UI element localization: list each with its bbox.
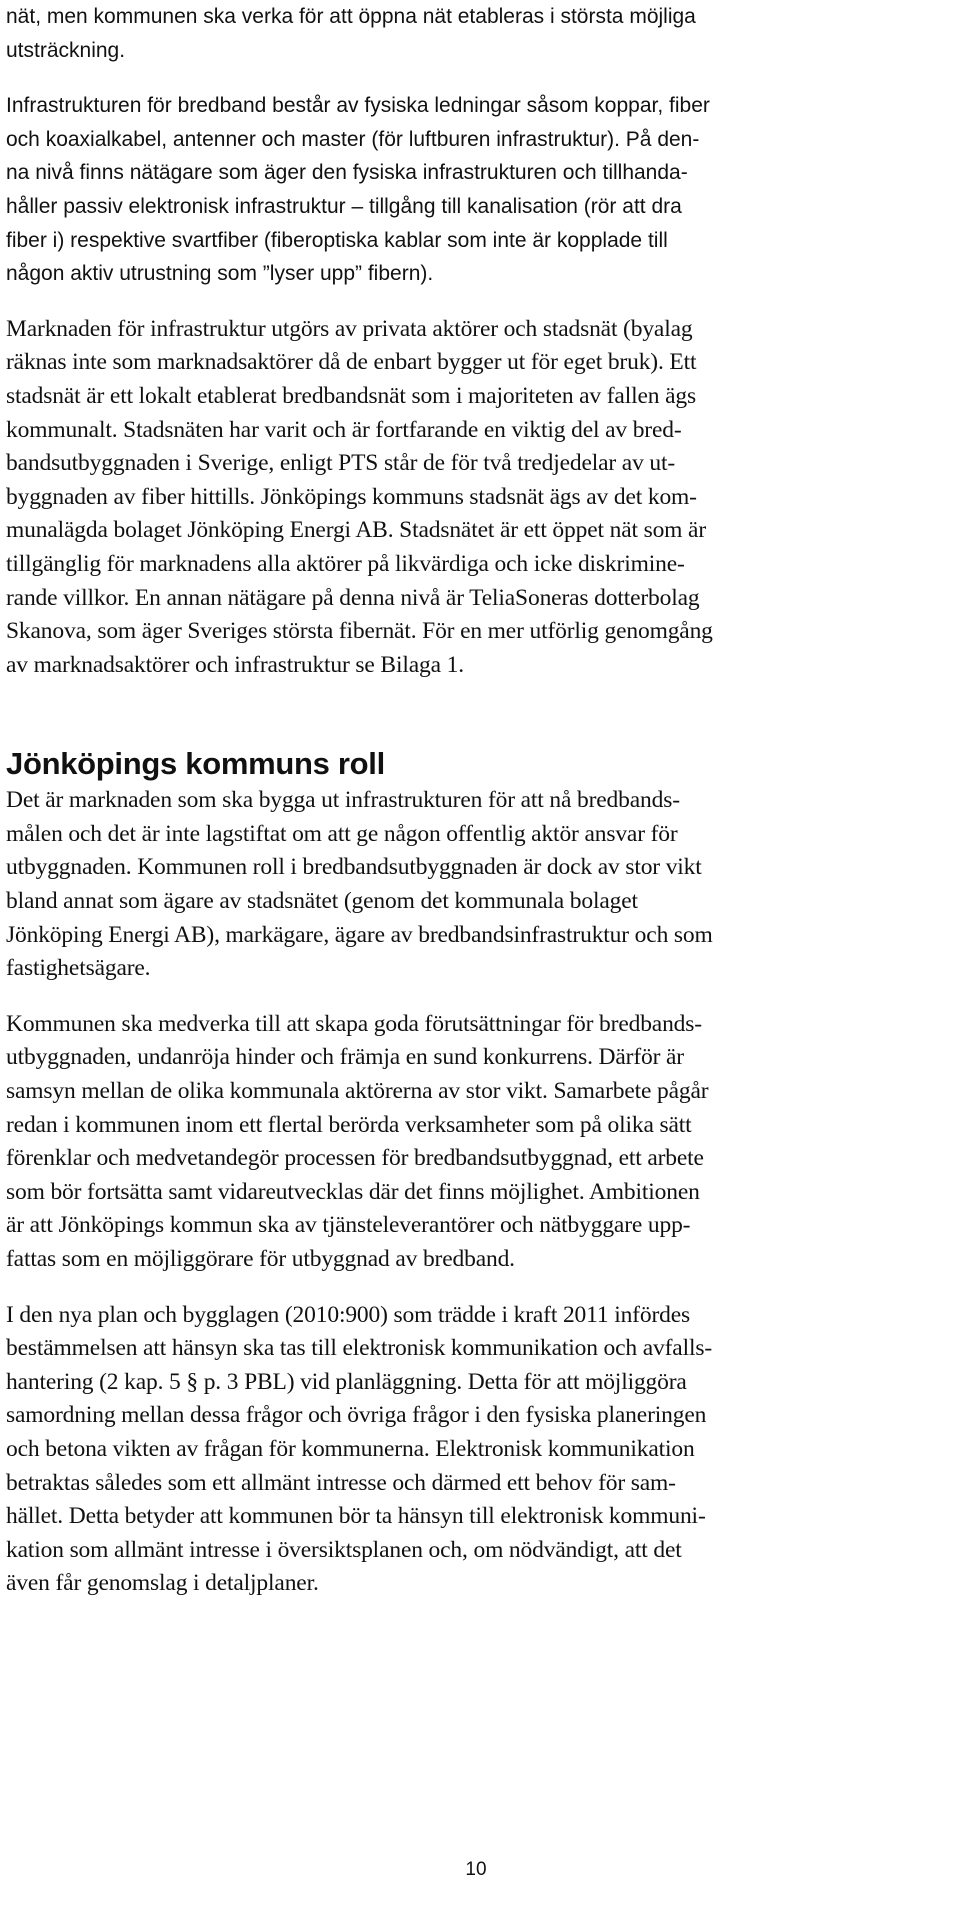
paragraph-infrastructure: Infrastrukturen för bredband består av fysiska ledningar såsom koppar, fiber och koaxialkabel, antenner och master (för luftburen infrastruktur). På den- na nivå finns nätägare som äger den fysiska infrastrukturen och tillhanda- håller passiv elektronisk infrastruktur – tillgång till kanalisation (rör att dra fiber i) respektive svartfiber (fiberoptiska kablar som inte är kopplade till någon aktiv utrustning som ”lyser upp” fibern). (6, 94, 710, 286)
section-heading: Jönköpings kommuns roll (6, 746, 385, 782)
paragraph-municipality-role: Det är marknaden som ska bygga ut infrastrukturen för att nå bredbands- målen och det är inte lagstiftat om att ge någon offentlig aktör ansvar för utbyggnaden. Kommunen roll i bredbandsutbyggnaden är dock av stor vikt bland annat som ägare av stadsnätet (genom det kommunala bolaget Jönköping Energi AB), markägare, ägare av bredbandsinfrastruktur och som fastighetsägare. (6, 787, 713, 982)
paragraph-planning-law: I den nya plan och bygglagen (2010:900) som trädde i kraft 2011 infördes bestämmelsen att hänsyn ska tas till elektronisk kommunikation och avfalls- hantering (2 kap. 5 § p. 3 PBL) vid planläggning. Detta för att möjliggöra samordning mellan dessa frågor och övriga frågor i den fysiska planeringen och betona vikten av frågan för kommunerna. Elektronisk kommunikation betraktas således som ett allmänt intresse och därmed ett behov för sam- hället. Detta betyder att kommunen bör ta hänsyn till elektronisk kommuni- kation som allmänt intresse i översiktsplanen och, om nödvändigt, att det även får genomslag i detaljplaner. (6, 1301, 713, 1597)
document-page (6, 0, 946, 1905)
paragraph-open-networks: nät, men kommunen ska verka för att öppna nät etableras i största möjliga utsträckning. (6, 5, 696, 62)
paragraph-market-infrastructure: Marknaden för infrastruktur utgörs av privata aktörer och stadsnät (byalag räknas inte som marknadsaktörer då de enbart bygger ut för eget bruk). Ett stadsnät är ett lokalt etablerat bredbandsnät som i majoriteten av fallen ägs kommunalt. Stadsnäten har varit och är fortfarande en viktig del av bred- bandsutbyggnaden i Sverige, enligt PTS står de för två tredjedelar av ut- byggnaden av fiber hittills. Jönköpings kommuns stadsnät ägs av det kom- munalägda bolaget Jönköping Energi AB. Stadsnätet är ett öppet nät som är tillgänglig för marknadens alla aktörer på likvärdiga och icke diskrimine- rande villkor. En annan nätägare på denna nivå är TeliaSoneras dotterbolag Skanova, som äger Sveriges största fibernät. För en mer utförlig genomgång av marknadsaktörer och infrastruktur se Bilaga 1. (6, 315, 713, 678)
paragraph-municipality-cooperation: Kommunen ska medverka till att skapa goda förutsättningar för bredbands- utbyggnaden, undanröja hinder och främja en sund konkurrens. Därför är samsyn mellan de olika kommunala aktörerna av stor vikt. Samarbete pågår redan i kommunen inom ett flertal berörda verksamheter som på olika sätt förenklar och medvetandegör processen för bredbandsutbyggnad, ett arbete som bör fortsätta samt vidareutvecklas där det finns möjlighet. Ambitionen är att Jönköpings kommun ska av tjänsteleverantörer och nätbyggare upp- fattas som en möjliggörare för utbyggnad av bredband. (6, 1010, 709, 1272)
page-number: 10 (465, 1859, 487, 1880)
